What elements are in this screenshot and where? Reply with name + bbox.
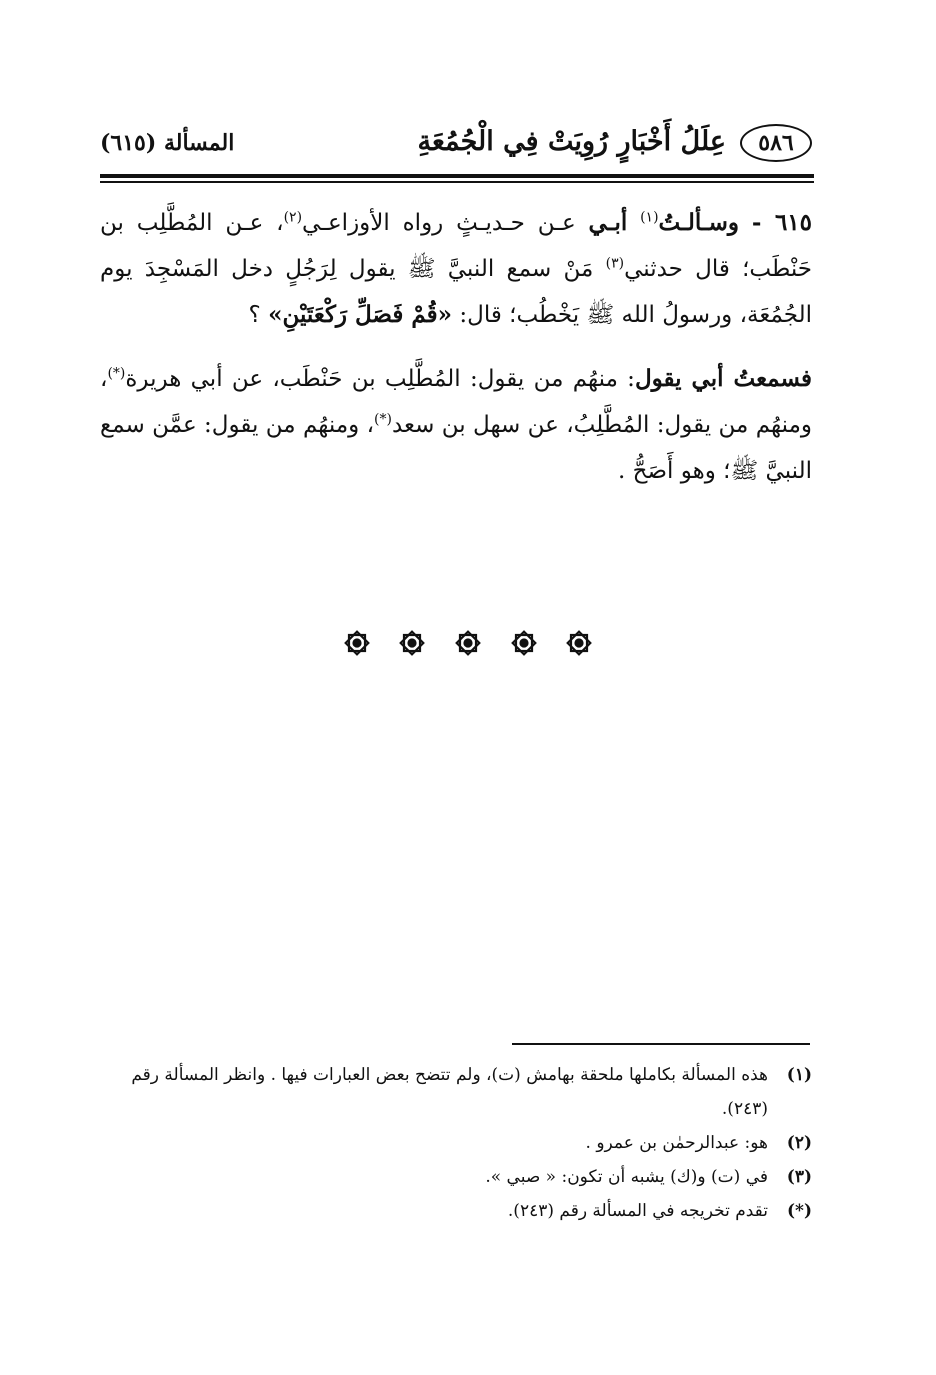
rosette-icon (509, 628, 539, 658)
para1-text-b: ، عـن المُطَّلِب بن حَنْطَب؛ قال حدثني (100, 210, 813, 282)
header-rule-thick (100, 174, 814, 178)
page-header (100, 118, 812, 170)
footnote-marker: (٢) (786, 1133, 812, 1153)
section-divider-ornaments (0, 628, 936, 666)
footnote-marker: (١) (786, 1065, 812, 1085)
paragraph-615 (100, 200, 812, 338)
footnote-ref-3: (٣) (605, 255, 625, 272)
rosette-icon (397, 628, 427, 658)
rosette-icon (342, 628, 372, 658)
para1-abi: أبـي (588, 209, 628, 236)
para1-text-c: مَنْ سمع النبيَّ ﷺ يقول لِرَجُلٍ دخل المَسْجِدَ يوم الجُمُعَة، ورسولُ الله ﷺ يَخْطُب؛ قال: (100, 256, 812, 328)
footnotes (100, 1058, 812, 1228)
header-rule-thin (100, 181, 814, 183)
book-title: عِلَلُ أَخْبَارٍ رُوِيَتْ فِي الْجُمُعَةِ (417, 126, 726, 157)
rosette-icon (564, 628, 594, 658)
footnote-ref-star-1: (*) (107, 365, 126, 382)
footnote-text: في (ت) و(ك) يشبه أن تكون: « صبي ». (485, 1167, 768, 1187)
hadith-quote: «قُمْ فَصَلِّ رَكْعَتَيْنِ» (268, 301, 453, 328)
para1-text-d: ؟ (248, 302, 261, 328)
footnote-marker: (٣) (786, 1167, 812, 1187)
footnote-3 (100, 1160, 812, 1194)
footnote-marker: (*) (787, 1201, 812, 1221)
page-number: ٥٨٦ (740, 124, 812, 162)
footnote-text: هذه المسألة بكاملها ملحقة بهامش (ت)، ولم تتضح بعض العبارات فيها . وانظر المسألة رقم (٢٤٣). (131, 1065, 768, 1119)
rosette-icon (453, 628, 483, 658)
para2-text-a: : منهُم من يقول: المُطَّلِب بن حَنْطَب، عن أبي هريرة (125, 366, 635, 392)
footnote-text: هو: عبدالرحمٰن بن عمرو . (585, 1133, 768, 1153)
footnote-separator (512, 1043, 810, 1045)
para1-lead: وسـألـتُ (658, 209, 740, 236)
footnote-ref-2: (٢) (283, 209, 303, 226)
main-text (100, 200, 812, 512)
footnote-star (100, 1194, 812, 1228)
para1-text-a: عـن حـديـثٍ رواه الأوزاعـي (302, 210, 576, 236)
footnote-ref-star-2: (*) (374, 411, 392, 428)
footnote-2 (100, 1126, 812, 1160)
footnote-ref-1: (١) (640, 209, 659, 226)
issue-number: ٦١٥ - (751, 209, 813, 236)
para2-text-b: ، ومنهُم من يقول: المُطَّلِبُ، عن سهل بن سعد (100, 366, 812, 438)
para2-lead: فسمعتُ أبي يقول (634, 365, 812, 392)
issue-label: المسألة (٦١٥) (100, 130, 235, 156)
footnote-text: تقدم تخريجه في المسألة رقم (٢٤٣). (507, 1201, 768, 1221)
paragraph-answer (100, 356, 812, 494)
para2-text-c: ، ومنهُم من يقول: عمَّن سمع النبيَّ ﷺ؛ وهو أَصَحُّ . (100, 412, 812, 484)
footnote-1 (100, 1058, 812, 1126)
